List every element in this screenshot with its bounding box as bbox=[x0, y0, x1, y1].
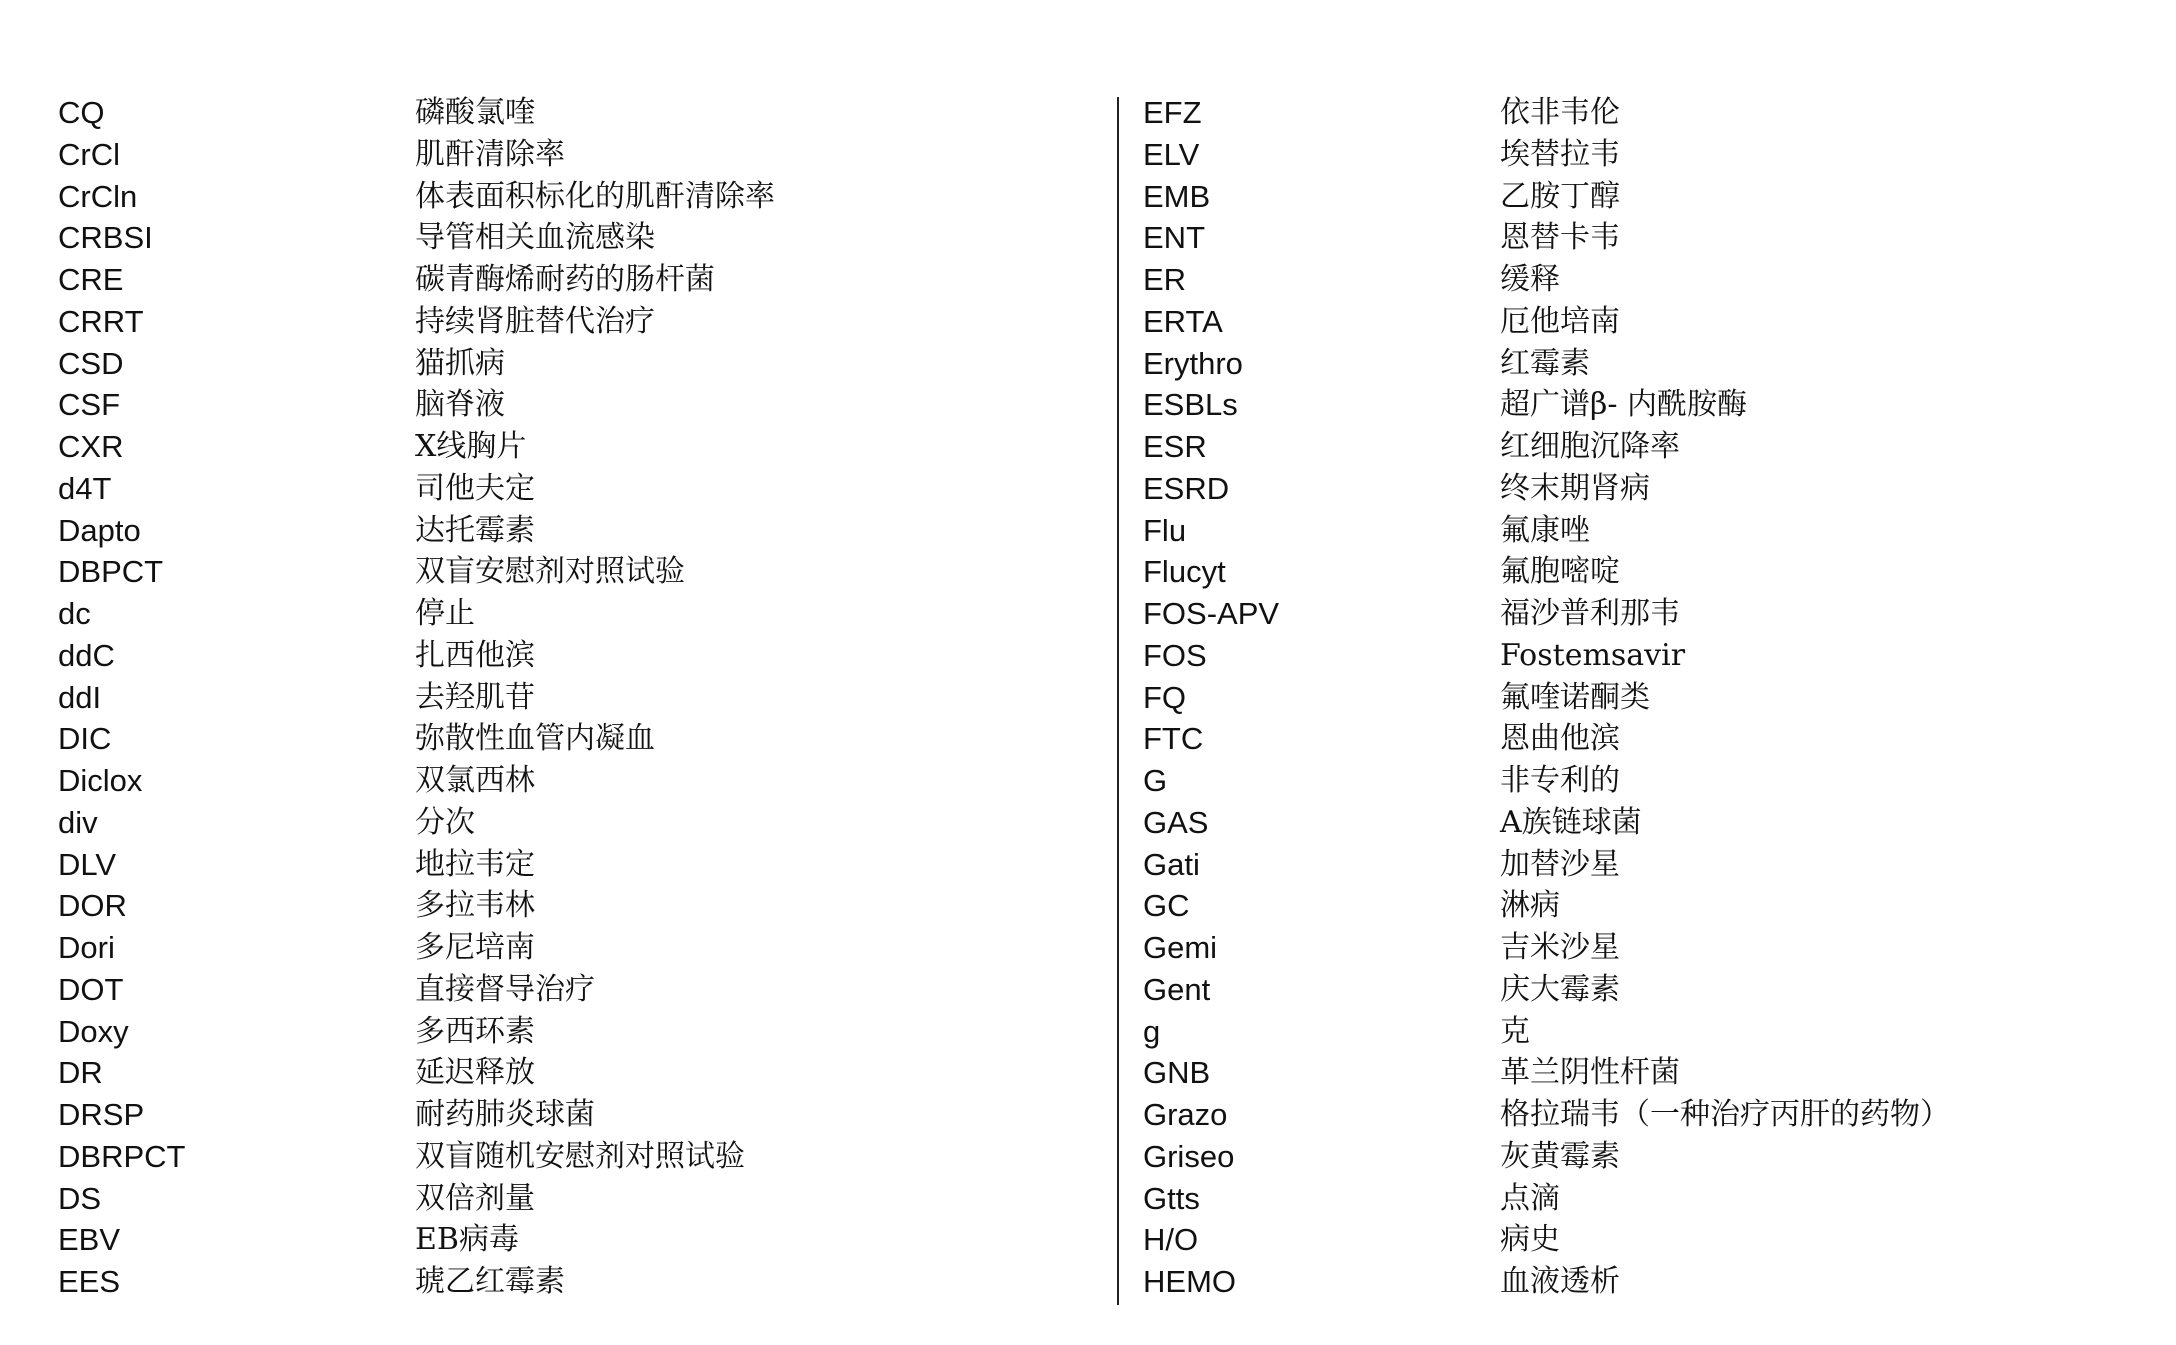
abbreviation-term: ESRD bbox=[1143, 470, 1230, 506]
abbreviation-term: Flu bbox=[1143, 512, 1187, 548]
abbreviation-definition: 灰黄霉素 bbox=[1500, 1138, 1620, 1174]
abbreviation-definition: 庆大霉素 bbox=[1500, 971, 1620, 1007]
abbreviation-term: g bbox=[1143, 1013, 1161, 1049]
abbreviation-definition: X线胸片 bbox=[415, 429, 527, 464]
abbreviation-term: DOT bbox=[58, 971, 124, 1007]
abbreviation-definition: 肌酐清除率 bbox=[415, 136, 565, 172]
abbreviation-term: DOR bbox=[58, 888, 127, 924]
abbreviation-definition: 厄他培南 bbox=[1500, 303, 1620, 339]
abbreviation-definition: 乙胺丁醇 bbox=[1500, 178, 1620, 214]
abbreviation-term: CRRT bbox=[58, 303, 144, 339]
abbreviation-definition: 体表面积标化的肌酐清除率 bbox=[415, 178, 775, 214]
abbreviation-term: G bbox=[1143, 763, 1168, 798]
abbreviation-term: div bbox=[58, 804, 98, 840]
abbreviation-term: EFZ bbox=[1143, 95, 1202, 130]
abbreviation-term: Doxy bbox=[58, 1013, 129, 1049]
column-divider bbox=[1117, 97, 1119, 1305]
abbreviation-definition: 埃替拉韦 bbox=[1500, 136, 1620, 172]
abbreviation-term: ddC bbox=[58, 637, 115, 673]
abbreviation-definition: 达托霉素 bbox=[415, 512, 535, 548]
abbreviation-term: DIC bbox=[58, 721, 112, 757]
abbreviation-definition: 分次 bbox=[415, 804, 475, 840]
abbreviation-definition: 磷酸氯喹 bbox=[415, 95, 535, 130]
abbreviation-term: ENT bbox=[1143, 220, 1205, 256]
abbreviation-term: Griseo bbox=[1143, 1138, 1235, 1174]
abbreviation-term: ELV bbox=[1143, 136, 1200, 172]
abbreviation-term: CRE bbox=[58, 262, 124, 297]
abbreviation-definition: 多尼培南 bbox=[415, 930, 535, 965]
abbreviation-definition: 停止 bbox=[415, 596, 475, 631]
abbreviation-definition: 革兰阴性杆菌 bbox=[1500, 1055, 1680, 1091]
abbreviation-definition: 双氯西林 bbox=[415, 763, 535, 798]
abbreviation-definition: 琥乙红霉素 bbox=[415, 1264, 565, 1299]
abbreviation-term: CSF bbox=[58, 387, 120, 423]
abbreviation-definition: 福沙普利那韦 bbox=[1500, 596, 1680, 631]
abbreviation-definition: 恩曲他滨 bbox=[1500, 721, 1620, 757]
abbreviation-definition: 红细胞沉降率 bbox=[1500, 429, 1680, 464]
abbreviation-term: DBPCT bbox=[58, 554, 164, 590]
abbreviation-definition: 多西环素 bbox=[415, 1013, 535, 1049]
abbreviation-definition: 碳青酶烯耐药的肠杆菌 bbox=[415, 262, 715, 297]
abbreviation-term: Dapto bbox=[58, 512, 141, 548]
abbreviation-definition: 淋病 bbox=[1500, 888, 1560, 924]
abbreviation-definition: 缓释 bbox=[1500, 262, 1560, 297]
abbreviation-term: CrCl bbox=[58, 136, 120, 172]
abbreviation-definition: 导管相关血流感染 bbox=[415, 220, 655, 256]
abbreviation-term: HEMO bbox=[1143, 1264, 1236, 1299]
abbreviation-definition: 双盲随机安慰剂对照试验 bbox=[415, 1138, 745, 1174]
abbreviation-definition: 直接督导治疗 bbox=[415, 971, 595, 1007]
abbreviation-definition: 血液透析 bbox=[1500, 1264, 1620, 1299]
abbreviation-term: ESR bbox=[1143, 429, 1207, 464]
abbreviation-definition: 红霉素 bbox=[1500, 345, 1590, 381]
abbreviation-term: EBV bbox=[58, 1222, 121, 1258]
abbreviation-definition: 氟喹诺酮类 bbox=[1500, 679, 1650, 715]
abbreviation-definition: 多拉韦林 bbox=[415, 888, 535, 924]
abbreviation-term: Erythro bbox=[1143, 345, 1243, 381]
abbreviation-definition: 去羟肌苷 bbox=[415, 679, 535, 715]
abbreviation-definition: 双盲安慰剂对照试验 bbox=[415, 554, 685, 590]
abbreviation-term: CQ bbox=[58, 95, 105, 130]
abbreviation-term: Diclox bbox=[58, 763, 143, 798]
abbreviation-term: CXR bbox=[58, 429, 124, 464]
abbreviation-term: ER bbox=[1143, 262, 1187, 297]
abbreviation-definition: 点滴 bbox=[1500, 1180, 1560, 1216]
abbreviation-term: EMB bbox=[1143, 178, 1211, 214]
abbreviation-term: DRSP bbox=[58, 1097, 145, 1132]
abbreviation-definition: 地拉韦定 bbox=[415, 846, 535, 882]
abbreviation-term: EES bbox=[58, 1264, 121, 1299]
abbreviation-definition: 司他夫定 bbox=[415, 470, 535, 506]
abbreviation-term: Flucyt bbox=[1143, 554, 1226, 590]
abbreviation-term: Gemi bbox=[1143, 930, 1218, 965]
abbreviation-definition: 猫抓病 bbox=[415, 345, 505, 381]
abbreviation-definition: EB病毒 bbox=[415, 1222, 519, 1258]
abbreviation-definition: 氟康唑 bbox=[1500, 512, 1590, 548]
abbreviation-term: Gati bbox=[1143, 846, 1200, 882]
abbreviation-definition: 恩替卡韦 bbox=[1500, 220, 1620, 256]
abbreviation-definition: 克 bbox=[1500, 1013, 1530, 1049]
abbreviation-term: CrCln bbox=[58, 178, 138, 214]
abbreviation-term: Dori bbox=[58, 930, 115, 965]
abbreviation-term: DR bbox=[58, 1055, 103, 1091]
abbreviation-definition: Fostemsavir bbox=[1500, 637, 1686, 673]
abbreviation-definition: 非专利的 bbox=[1500, 763, 1620, 798]
abbreviation-term: DLV bbox=[58, 846, 117, 882]
abbreviation-definition: 弥散性血管内凝血 bbox=[415, 721, 655, 757]
abbreviation-term: H/O bbox=[1143, 1222, 1199, 1258]
abbreviation-term: CSD bbox=[58, 345, 124, 381]
abbreviation-term: d4T bbox=[58, 470, 112, 506]
abbreviation-definition: 延迟释放 bbox=[415, 1055, 535, 1091]
abbreviation-term: FTC bbox=[1143, 721, 1204, 757]
abbreviation-definition: 超广谱β- 内酰胺酶 bbox=[1500, 387, 1748, 423]
abbreviation-definition: 脑脊液 bbox=[415, 387, 505, 423]
abbreviation-term: ddI bbox=[58, 679, 102, 715]
abbreviation-term: Gtts bbox=[1143, 1180, 1200, 1216]
abbreviation-term: DS bbox=[58, 1180, 102, 1216]
abbreviation-definition: 依非韦伦 bbox=[1500, 95, 1620, 130]
abbreviation-definition: 吉米沙星 bbox=[1500, 930, 1620, 965]
abbreviation-definition: 格拉瑞韦（一种治疗丙肝的药物） bbox=[1500, 1097, 1950, 1132]
abbreviation-term: FOS-APV bbox=[1143, 596, 1280, 631]
abbreviation-definition: A族链球菌 bbox=[1500, 804, 1642, 840]
abbreviation-term: dc bbox=[58, 596, 91, 631]
abbreviation-definition: 加替沙星 bbox=[1500, 846, 1620, 882]
abbreviation-term: FQ bbox=[1143, 679, 1187, 715]
abbreviation-term: ERTA bbox=[1143, 303, 1223, 339]
abbreviation-term: Grazo bbox=[1143, 1097, 1228, 1132]
abbreviation-definition: 双倍剂量 bbox=[415, 1180, 535, 1216]
abbreviation-term: GNB bbox=[1143, 1055, 1211, 1091]
abbreviation-term: DBRPCT bbox=[58, 1138, 186, 1174]
abbreviation-definition: 病史 bbox=[1500, 1222, 1560, 1258]
abbreviation-term: ESBLs bbox=[1143, 387, 1238, 423]
abbreviation-definition: 扎西他滨 bbox=[415, 637, 535, 673]
abbreviation-definition: 氟胞嘧啶 bbox=[1500, 554, 1620, 590]
abbreviation-definition: 终末期肾病 bbox=[1500, 470, 1650, 506]
abbreviation-definition: 耐药肺炎球菌 bbox=[415, 1097, 595, 1132]
abbreviation-term: FOS bbox=[1143, 637, 1207, 673]
abbreviation-definition: 持续肾脏替代治疗 bbox=[415, 303, 655, 339]
abbreviation-term: CRBSI bbox=[58, 220, 153, 256]
abbreviation-term: GC bbox=[1143, 888, 1190, 924]
abbreviation-term: GAS bbox=[1143, 804, 1209, 840]
abbreviation-term: Gent bbox=[1143, 971, 1211, 1007]
